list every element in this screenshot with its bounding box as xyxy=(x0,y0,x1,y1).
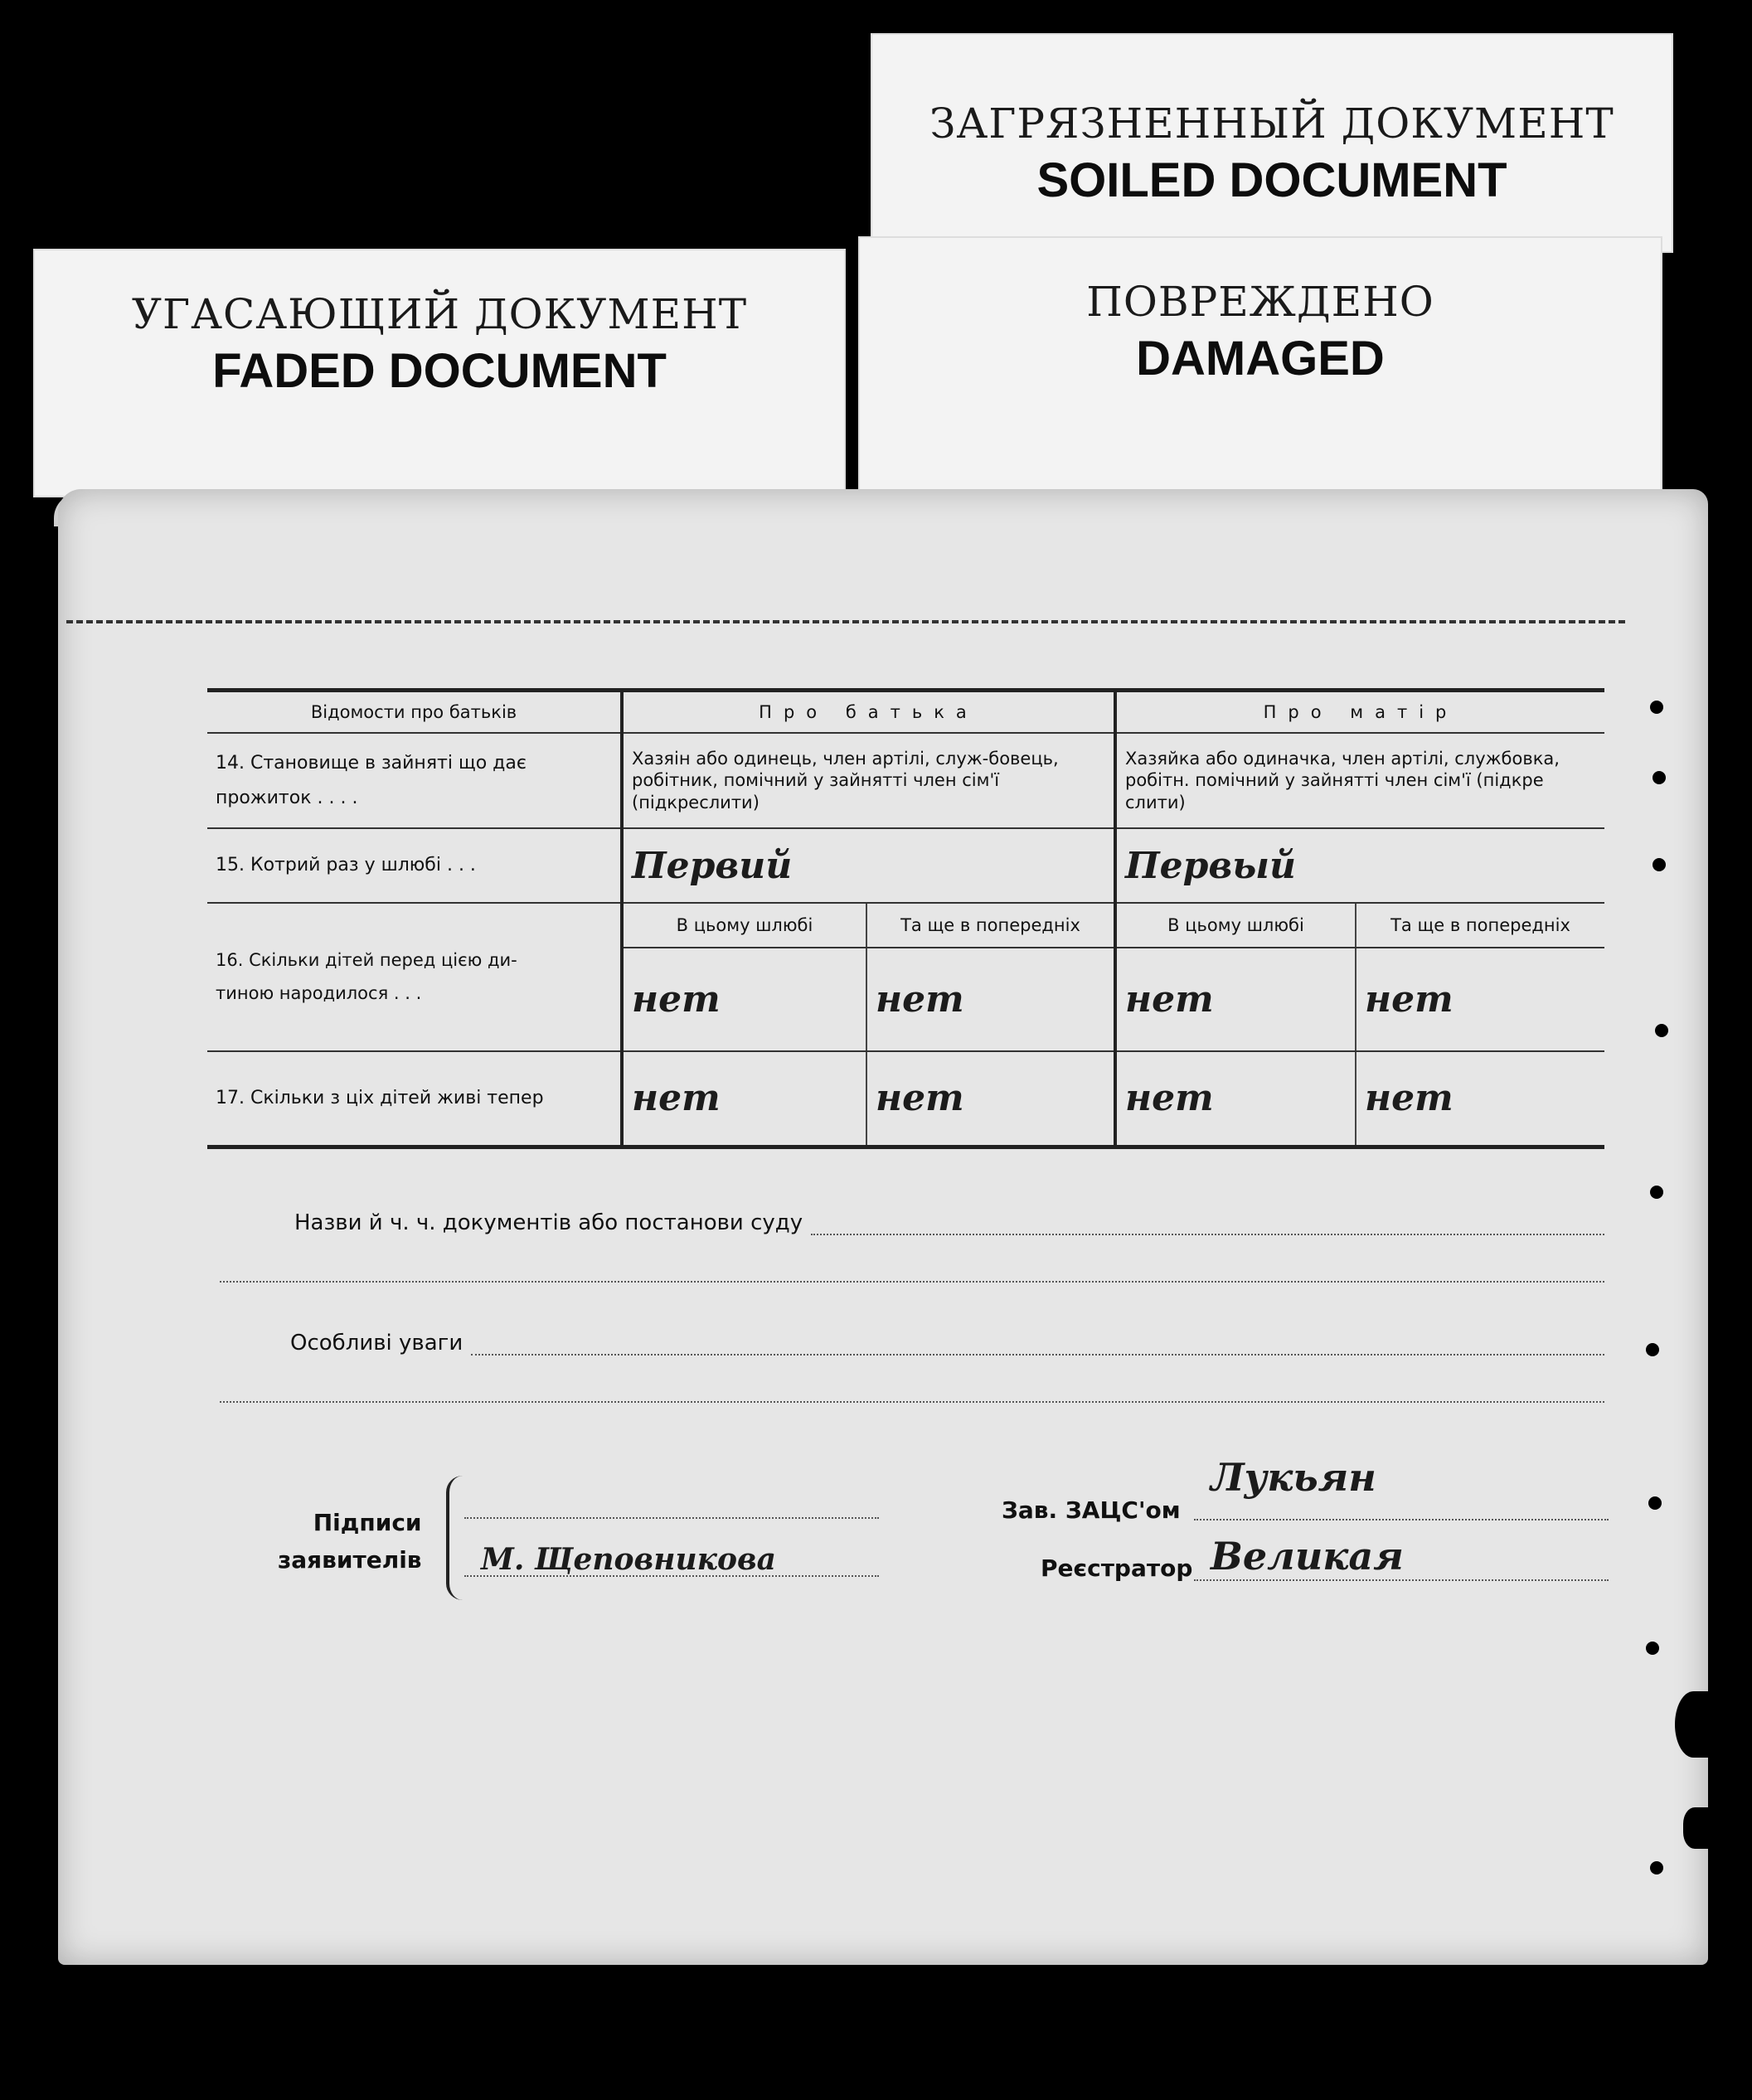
faded-label-en: FADED DOCUMENT xyxy=(212,344,667,398)
row17-value-3: нет xyxy=(1115,1051,1356,1147)
children-subheader-row xyxy=(207,903,1604,948)
row15-father-value: Первий xyxy=(622,828,1115,903)
header-mother: Про матір xyxy=(1115,691,1604,734)
binding-hole xyxy=(1648,1496,1662,1510)
row14-mother: Хазяйка або одиначка, член артілі, службовка, робітн. помічний у зайнятті член сім'ї (підкре слити) xyxy=(1115,733,1604,828)
row-14 xyxy=(207,733,1604,828)
header-father: Про батька xyxy=(622,691,1115,734)
documents-line xyxy=(811,1234,1604,1235)
soiled-document-label xyxy=(871,33,1673,253)
binding-hole xyxy=(1653,858,1666,871)
binding-hole xyxy=(1646,1343,1659,1356)
parents-info-table xyxy=(207,688,1604,1149)
row16-label xyxy=(207,903,622,1051)
row-15 xyxy=(207,828,1604,903)
row14-father: Хазяін або одинець, член артілі, служ-бовець, робітник, помічний у зайнятті член сім'ї (підкреслити) xyxy=(622,733,1115,828)
faded-label-ru: УГАСАЮЩИЙ ДОКУМЕНТ xyxy=(131,290,748,338)
row14-label-line1: 14. Становище в зайняті що дає xyxy=(216,752,527,774)
registrar-signature: Великая xyxy=(1211,1534,1404,1579)
table-header-row xyxy=(207,691,1604,734)
row17-value-2: нет xyxy=(866,1051,1115,1147)
soiled-label-ru: ЗАГРЯЗНЕННЫЙ ДОКУМЕНТ xyxy=(929,99,1614,148)
page-tear xyxy=(1683,1807,1712,1849)
documents-line-2 xyxy=(220,1281,1604,1283)
soiled-label-en: SOILED DOCUMENT xyxy=(1036,153,1507,207)
binding-hole xyxy=(1653,771,1666,784)
row17-value-1: нет xyxy=(622,1051,866,1147)
registrar-label: Реєстратор xyxy=(1041,1554,1193,1582)
row16-value-2: нет xyxy=(866,948,1115,1051)
applicants-line1: Підписи xyxy=(313,1509,422,1536)
binding-hole xyxy=(1650,701,1663,714)
binding-hole xyxy=(1650,1861,1663,1874)
applicant-signature: М. Щеповникова xyxy=(481,1542,776,1577)
documents-field xyxy=(220,1210,1604,1283)
applicants-signature-label xyxy=(278,1505,422,1579)
head-line xyxy=(1194,1519,1609,1520)
documents-label: Назви й ч. ч. документів або постанови суду xyxy=(294,1210,803,1235)
row16-label-line1: 16. Скільки дітей перед цією ди- xyxy=(216,949,517,970)
row16-label-line2: тиною народилося . . . xyxy=(216,982,422,1003)
binding-hole xyxy=(1646,1642,1659,1655)
row15-label: 15. Котрий раз у шлюбі . . . xyxy=(207,828,622,903)
row14-label xyxy=(207,733,622,828)
head-signature: Лукьян xyxy=(1211,1455,1376,1500)
damaged-label-ru: ПОВРЕЖДЕНО xyxy=(1086,278,1434,326)
faded-document-label xyxy=(33,249,846,497)
row16-value-3: нет xyxy=(1115,948,1356,1051)
head-label: Зав. ЗАЦС'ом xyxy=(1002,1496,1181,1524)
damaged-document-label xyxy=(858,236,1662,493)
row16-value-4: нет xyxy=(1356,948,1604,1051)
page-tear xyxy=(1675,1691,1712,1758)
subhdr-father-prev: Та ще в попередніх xyxy=(866,903,1115,948)
applicant-line-1 xyxy=(464,1517,879,1519)
binding-hole xyxy=(1650,1186,1663,1199)
subhdr-mother-prev: Та ще в попередніх xyxy=(1356,903,1604,948)
damaged-label-en: DAMAGED xyxy=(1136,332,1385,386)
applicants-line2: заявителів xyxy=(278,1545,422,1574)
subhdr-mother-this: В цьому шлюбі xyxy=(1115,903,1356,948)
registrar-line xyxy=(1194,1579,1609,1581)
remarks-label: Особливі уваги xyxy=(290,1331,463,1356)
binding-hole xyxy=(1655,1024,1668,1037)
applicants-brace xyxy=(446,1476,466,1600)
row15-mother-value: Первый xyxy=(1115,828,1604,903)
header-parents-info: Відомости про батьків xyxy=(207,691,622,734)
row16-value-1: нет xyxy=(622,948,866,1051)
remarks-line xyxy=(471,1354,1604,1356)
perforation-line xyxy=(66,620,1625,623)
row17-value-4: нет xyxy=(1356,1051,1604,1147)
remarks-field xyxy=(220,1331,1604,1403)
subhdr-father-this: В цьому шлюбі xyxy=(622,903,866,948)
row14-label-line2: прожиток . . . . xyxy=(216,787,358,808)
row-17 xyxy=(207,1051,1604,1147)
row17-label: 17. Скільки з ціх дітей живі тепер xyxy=(207,1051,622,1147)
remarks-line-2 xyxy=(220,1401,1604,1403)
